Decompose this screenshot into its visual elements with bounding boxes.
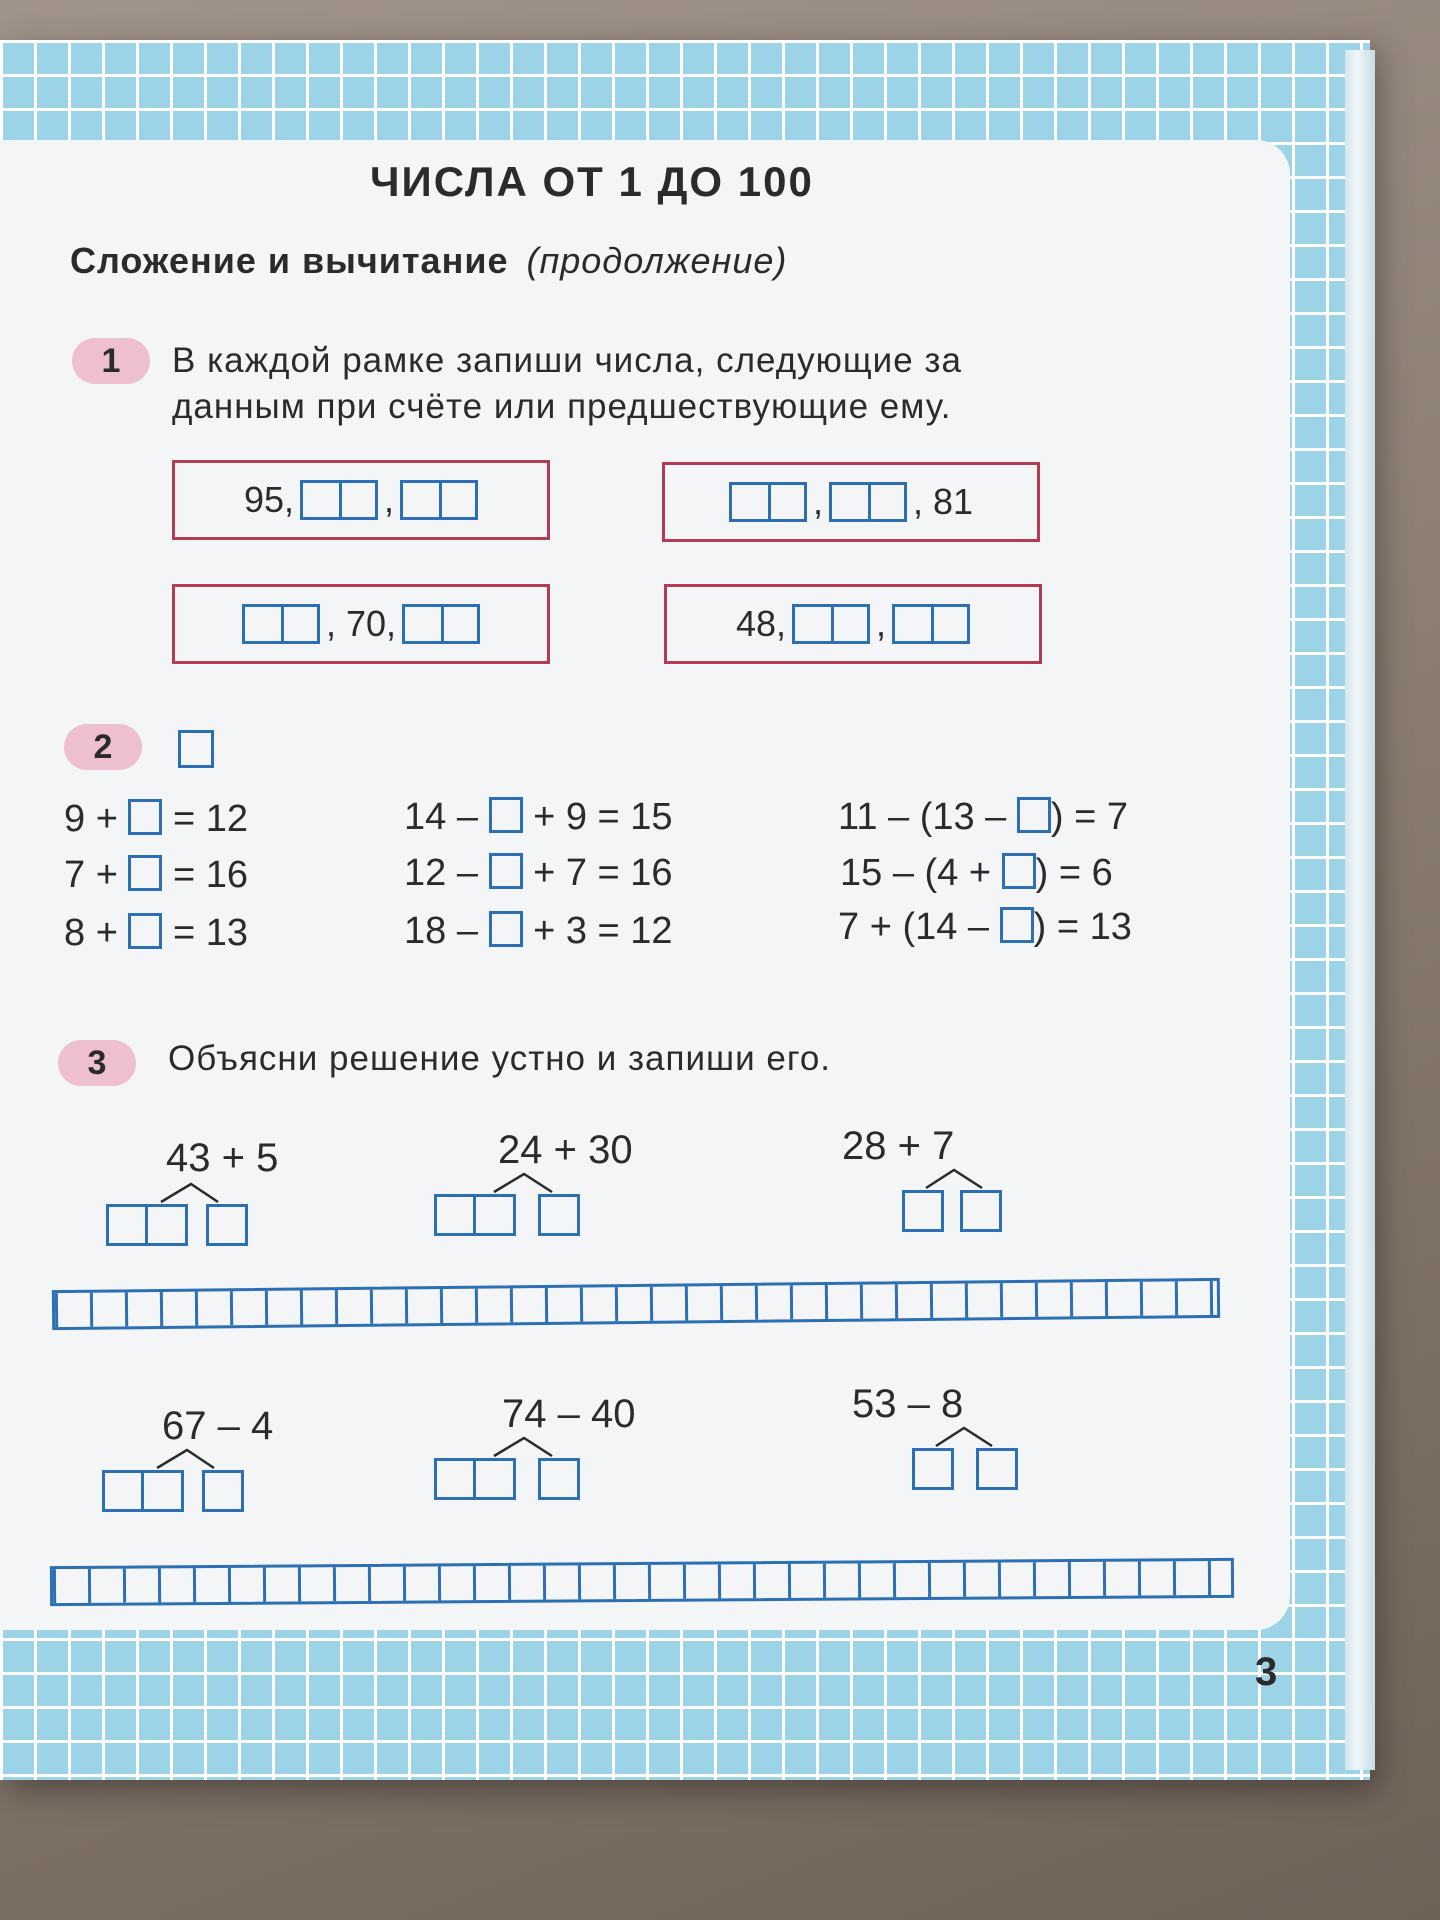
number-frame-3 bbox=[172, 584, 550, 664]
answer-cell[interactable] bbox=[792, 604, 870, 644]
number-frame-2 bbox=[662, 462, 1040, 542]
answer-cell[interactable] bbox=[128, 913, 162, 949]
equation: 9 + = 12 bbox=[64, 798, 249, 840]
expression: 74 – 40 bbox=[502, 1392, 636, 1436]
frame-given-number: 48, bbox=[735, 603, 787, 644]
task-1-text-line2: данным при счёте или предшествующие ему. bbox=[172, 387, 952, 426]
answer-cell[interactable] bbox=[128, 855, 162, 891]
answer-cell[interactable] bbox=[1002, 853, 1036, 889]
answer-cell[interactable] bbox=[400, 480, 478, 520]
expression: 43 + 5 bbox=[166, 1136, 279, 1180]
answer-cell[interactable] bbox=[489, 797, 523, 833]
task-2-badge: 2 bbox=[64, 724, 142, 770]
answer-cell[interactable] bbox=[960, 1190, 1002, 1232]
expression: 24 + 30 bbox=[498, 1128, 633, 1172]
task-3-badge: 3 bbox=[58, 1040, 136, 1086]
answer-cell[interactable] bbox=[976, 1448, 1018, 1490]
equation: 12 – + 7 = 16 bbox=[404, 852, 673, 894]
task-1-text-line1: В каждой рамке запиши числа, следующие за bbox=[172, 341, 962, 380]
answer-cell[interactable] bbox=[434, 1458, 516, 1500]
answer-cell[interactable] bbox=[402, 604, 480, 644]
answer-cell[interactable] bbox=[434, 1194, 516, 1236]
equation: 18 – + 3 = 12 bbox=[404, 910, 673, 952]
frame-given-number: , 81 bbox=[912, 481, 974, 522]
task-3-text: Объясни решение устно и запиши его. bbox=[168, 1039, 832, 1078]
page-number: 3 bbox=[1255, 1650, 1278, 1694]
answer-cell[interactable] bbox=[128, 799, 162, 835]
frame-given-number: , 70, bbox=[325, 603, 397, 644]
frame-separator: , bbox=[384, 479, 395, 520]
answer-cell[interactable] bbox=[242, 604, 320, 644]
answer-cell[interactable] bbox=[300, 480, 378, 520]
answer-cell[interactable] bbox=[489, 911, 523, 947]
page-edge bbox=[1345, 50, 1375, 1770]
equation: 7 + = 16 bbox=[64, 854, 249, 896]
answer-cell[interactable] bbox=[206, 1204, 248, 1246]
answer-cell[interactable] bbox=[102, 1470, 184, 1512]
frame-separator: , bbox=[812, 481, 823, 522]
answer-cell[interactable] bbox=[106, 1204, 188, 1246]
equation: 7 + (14 – ) = 13 bbox=[838, 906, 1132, 948]
subtitle-continued: (продолжение) bbox=[526, 240, 788, 281]
equation: 8 + = 13 bbox=[64, 912, 249, 954]
frame-separator: , bbox=[876, 603, 887, 644]
answer-cell[interactable] bbox=[538, 1458, 580, 1500]
answer-cell[interactable] bbox=[1000, 907, 1034, 943]
page-title: ЧИСЛА ОТ 1 ДО 100 bbox=[370, 158, 814, 205]
expression: 28 + 7 bbox=[842, 1124, 955, 1168]
number-frame-1 bbox=[172, 460, 550, 540]
equation: 15 – (4 + ) = 6 bbox=[840, 852, 1113, 894]
answer-cell[interactable] bbox=[892, 604, 970, 644]
answer-cell[interactable] bbox=[202, 1470, 244, 1512]
answer-cell[interactable] bbox=[902, 1190, 944, 1232]
frame-given-number: 95, bbox=[243, 479, 295, 520]
equation: 14 – + 9 = 15 bbox=[404, 796, 673, 838]
blank-square-icon bbox=[178, 730, 214, 768]
subtitle-main: Сложение и вычитание bbox=[70, 240, 509, 281]
answer-cell[interactable] bbox=[489, 853, 523, 889]
expression: 53 – 8 bbox=[852, 1382, 964, 1426]
equation: 11 – (13 – ) = 7 bbox=[838, 796, 1128, 838]
task-1-badge: 1 bbox=[72, 338, 150, 384]
expression: 67 – 4 bbox=[162, 1404, 274, 1448]
section-subtitle bbox=[70, 240, 787, 282]
answer-cell[interactable] bbox=[729, 482, 807, 522]
answer-cell[interactable] bbox=[829, 482, 907, 522]
number-frame-4 bbox=[664, 584, 1042, 664]
answer-cell[interactable] bbox=[912, 1448, 954, 1490]
answer-cell[interactable] bbox=[1017, 797, 1051, 833]
answer-cell[interactable] bbox=[538, 1194, 580, 1236]
answer-strip[interactable] bbox=[50, 1558, 1234, 1606]
